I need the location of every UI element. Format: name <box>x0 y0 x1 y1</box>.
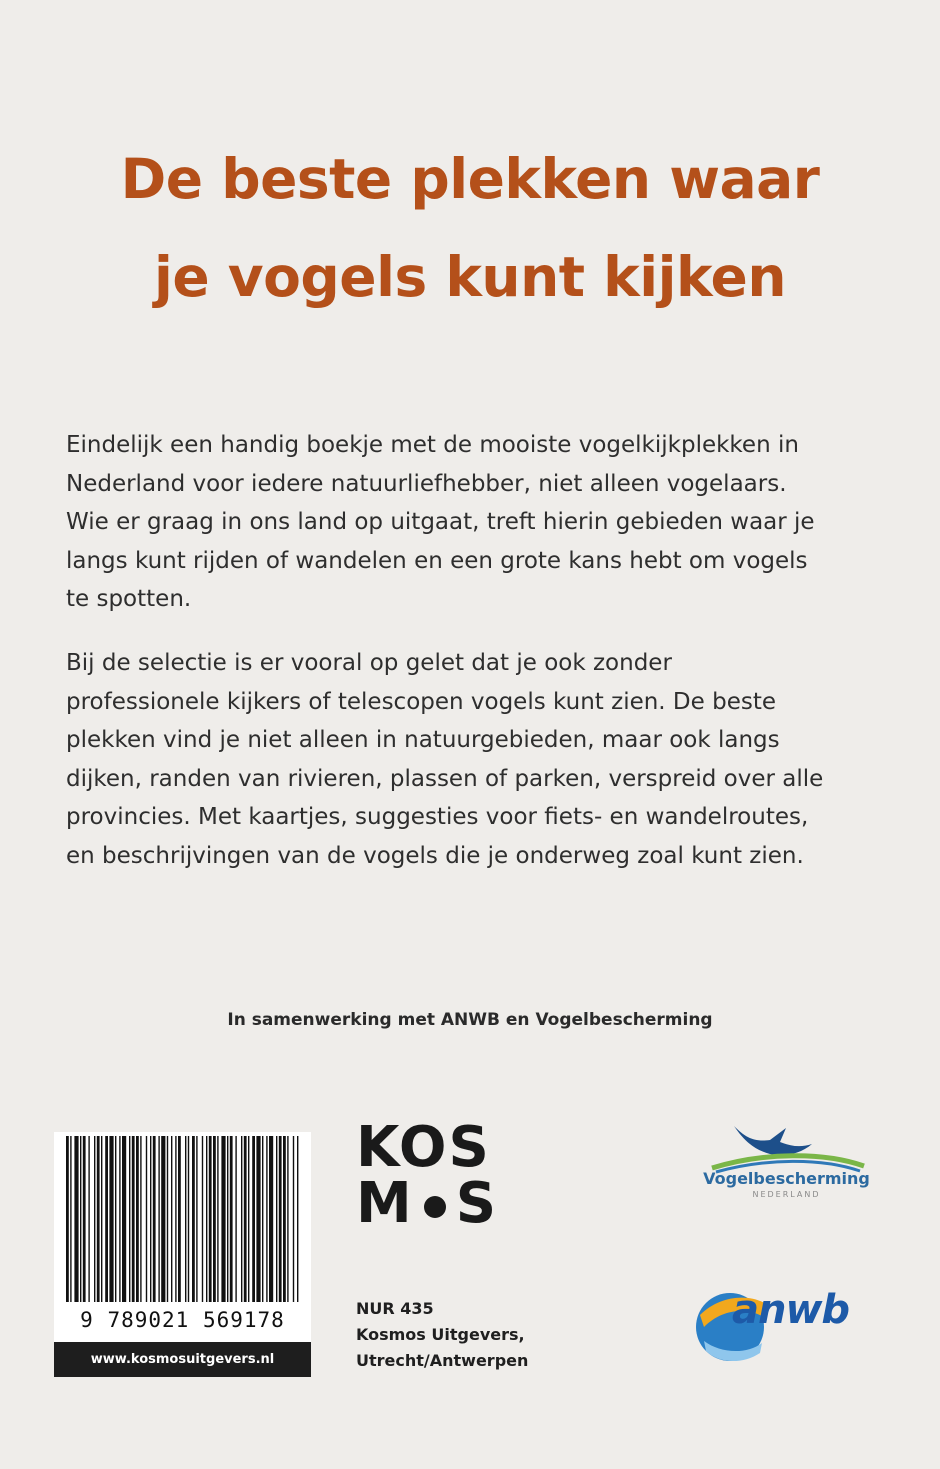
barcode-bar <box>297 1136 298 1302</box>
barcode-bar <box>88 1136 89 1302</box>
barcode-bar <box>115 1136 116 1302</box>
barcode <box>54 1132 311 1377</box>
logo-dot-icon <box>424 1196 446 1218</box>
barcode-bar <box>175 1136 176 1302</box>
selection-paragraph <box>66 644 896 875</box>
barcode-bar <box>109 1136 113 1302</box>
selection-line: dijken, randen van rivieren, plassen of parken, verspreid over alle <box>66 765 824 792</box>
barcode-bar <box>161 1136 165 1302</box>
anwb-wordmark: anwb <box>732 1287 850 1333</box>
barcode-bar <box>269 1136 273 1302</box>
barcode-bar <box>192 1136 195 1302</box>
isbn-number: 9 789021 569178 <box>54 1308 311 1332</box>
selection-line: provincies. Met kaartjes, suggesties voor fiets- en wandelroutes, <box>66 804 809 830</box>
nur-code: NUR 435 <box>356 1299 434 1318</box>
intro-line: Wie er graag in ons land op uitgaat, treft hierin gebieden waar je <box>66 509 815 535</box>
selection-line: en beschrijvingen van de vogels die je onderweg zoal kunt zien. <box>66 842 804 869</box>
partners-credit: In samenwerking met ANWB en Vogelbescherming <box>227 1010 713 1030</box>
barcode-bar <box>150 1136 151 1302</box>
intro-line: Eindelijk een handig boekje met de mooiste vogelkijkplekken in <box>66 432 799 458</box>
selection-line: professionele kijkers of telescopen vogels kunt zien. De beste <box>66 688 777 715</box>
barcode-bar <box>256 1136 260 1302</box>
imprint <box>356 1296 528 1374</box>
publisher-name: Kosmos Uitgevers, <box>356 1325 525 1344</box>
kosmos-logo-row-2: M S <box>356 1171 499 1236</box>
barcode-bar <box>136 1136 139 1302</box>
barcode-bar <box>146 1136 147 1302</box>
intro-line: te spotten. <box>66 586 192 612</box>
barcode-bar <box>230 1136 233 1302</box>
barcode-bar <box>221 1136 225 1302</box>
barcode-bar <box>276 1136 277 1302</box>
barcode-bar <box>217 1136 218 1302</box>
selection-line: plekken vind je niet alleen in natuurgebieden, maar ook langs <box>66 727 780 753</box>
barcode-bar <box>101 1136 102 1302</box>
barcode-bar <box>227 1136 228 1302</box>
barcode-bar <box>213 1136 216 1302</box>
barcode-bar <box>202 1136 203 1302</box>
barcode-bar <box>158 1136 159 1302</box>
barcode-bar <box>252 1136 255 1302</box>
barcode-bar <box>132 1136 135 1302</box>
selection-line: Bij de selectie is er vooral op gelet dat je ook zonder <box>66 650 672 676</box>
website-link[interactable]: www.kosmosuitgevers.nl <box>54 1342 311 1377</box>
barcode-bar <box>70 1136 71 1302</box>
barcode-bar <box>83 1136 86 1302</box>
barcode-bar <box>244 1136 247 1302</box>
anwb-logo <box>690 1275 880 1375</box>
barcode-bar <box>293 1136 294 1302</box>
barcode-bar <box>235 1136 236 1302</box>
publisher-location: Utrecht/Antwerpen <box>356 1351 529 1370</box>
barcode-bar <box>119 1136 120 1302</box>
barcode-bar <box>178 1136 181 1302</box>
barcode-bar <box>206 1136 207 1302</box>
barcode-bar <box>171 1136 172 1302</box>
barcode-bar <box>262 1136 263 1302</box>
barcode-bar <box>66 1136 69 1302</box>
headline-line-1: De beste plekken waar <box>120 147 820 211</box>
barcode-bars <box>62 1132 303 1308</box>
intro-line: langs kunt rijden of wandelen en een grote kans hebt om vogels <box>66 547 808 574</box>
barcode-bar <box>80 1136 81 1302</box>
barcode-bar <box>241 1136 242 1302</box>
headline <box>0 130 940 326</box>
barcode-bar <box>196 1136 197 1302</box>
intro-line: Nederland voor iedere natuurliefhebber, niet alleen vogelaars. <box>66 470 787 497</box>
barcode-bar <box>140 1136 141 1302</box>
barcode-bar <box>248 1136 249 1302</box>
barcode-bar <box>74 1136 78 1302</box>
barcode-bar <box>279 1136 282 1302</box>
barcode-bar <box>185 1136 186 1302</box>
vogelbescherming-sub: NEDERLAND <box>752 1190 821 1199</box>
barcode-bar <box>97 1136 100 1302</box>
barcode-bar <box>266 1136 267 1302</box>
barcode-bar <box>129 1136 130 1302</box>
barcode-bar <box>287 1136 288 1302</box>
barcode-bar <box>283 1136 286 1302</box>
vogelbescherming-logo <box>694 1118 879 1208</box>
kosmos-logo-row-1: KOS <box>356 1115 491 1180</box>
bird-icon <box>694 1118 879 1174</box>
headline-line-2: je vogels kunt kijken <box>153 245 787 309</box>
barcode-bar <box>94 1136 95 1302</box>
barcode-bar <box>122 1136 126 1302</box>
barcode-bar <box>167 1136 168 1302</box>
barcode-bar <box>153 1136 156 1302</box>
kosmos-logo <box>356 1115 499 1236</box>
intro-paragraph <box>66 426 896 619</box>
vogelbescherming-name: Vogelbescherming <box>703 1169 870 1188</box>
barcode-bar <box>188 1136 189 1302</box>
barcode-bar <box>105 1136 108 1302</box>
barcode-bar <box>209 1136 212 1302</box>
